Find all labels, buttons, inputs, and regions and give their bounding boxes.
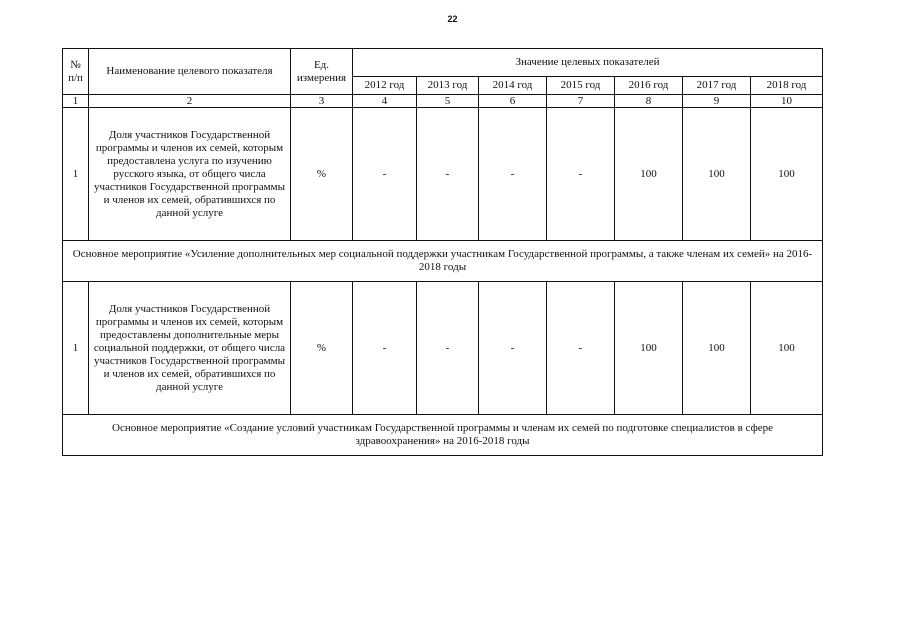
value-cell: 100 <box>615 282 683 415</box>
value-cell: 100 <box>615 108 683 241</box>
column-number: 2 <box>89 95 291 108</box>
column-number-row <box>63 95 823 108</box>
value-cell: - <box>479 282 547 415</box>
header-values: Значение целевых показателей <box>353 49 823 77</box>
column-number: 10 <box>751 95 823 108</box>
header-num: № п/п <box>63 49 89 95</box>
column-number: 6 <box>479 95 547 108</box>
header-year: 2018 год <box>751 77 823 95</box>
value-cell: 100 <box>683 282 751 415</box>
page-number: 22 <box>447 14 458 24</box>
value-cell: 100 <box>751 108 823 241</box>
value-cell: - <box>547 282 615 415</box>
header-year: 2012 год <box>353 77 417 95</box>
column-number: 7 <box>547 95 615 108</box>
value-cell: 100 <box>751 282 823 415</box>
row-num: 1 <box>63 282 89 415</box>
table-row <box>63 108 823 241</box>
table-row <box>63 282 823 415</box>
column-number: 8 <box>615 95 683 108</box>
column-number: 3 <box>291 95 353 108</box>
header-year: 2015 год <box>547 77 615 95</box>
header-year: 2017 год <box>683 77 751 95</box>
main-event: Основное мероприятие «Создание условий участникам Государственной программы и членам их семей по подготовке специалистов в сфере здравоохранения» на 2016-2018 годы <box>63 415 823 456</box>
column-number: 4 <box>353 95 417 108</box>
row-num: 1 <box>63 108 89 241</box>
value-cell: - <box>353 282 417 415</box>
header-year: 2016 год <box>615 77 683 95</box>
header-unit: Ед. измерения <box>291 49 353 95</box>
target-indicators-table <box>62 48 823 456</box>
value-cell: - <box>547 108 615 241</box>
header-year: 2013 год <box>417 77 479 95</box>
indicator-name: Доля участников Государственной программы и членов их семей, которым предоставлена услуга по изучению русского языка, от общего числа участников Государственной программы и членов их семей, обратившихся по данной услуге <box>89 108 291 241</box>
value-cell: 100 <box>683 108 751 241</box>
main-event: Основное мероприятие «Усиление дополнительных мер социальной поддержки участникам Государственной программы, а также членам их семей» на 2016-2018 годы <box>63 241 823 282</box>
unit: % <box>291 282 353 415</box>
value-cell: - <box>353 108 417 241</box>
header-indicator: Наименование целевого показателя <box>89 49 291 95</box>
indicator-name: Доля участников Государственной программы и членов их семей, которым предоставлены дополнительные меры социальной поддержки, от общего числа участников Государственной программы и членов их семей, обратившихся по данной услуге <box>89 282 291 415</box>
value-cell: - <box>479 108 547 241</box>
column-number: 5 <box>417 95 479 108</box>
event-row <box>63 415 823 456</box>
column-number: 9 <box>683 95 751 108</box>
header-year: 2014 год <box>479 77 547 95</box>
column-number: 1 <box>63 95 89 108</box>
unit: % <box>291 108 353 241</box>
value-cell: - <box>417 108 479 241</box>
value-cell: - <box>417 282 479 415</box>
event-row <box>63 241 823 282</box>
